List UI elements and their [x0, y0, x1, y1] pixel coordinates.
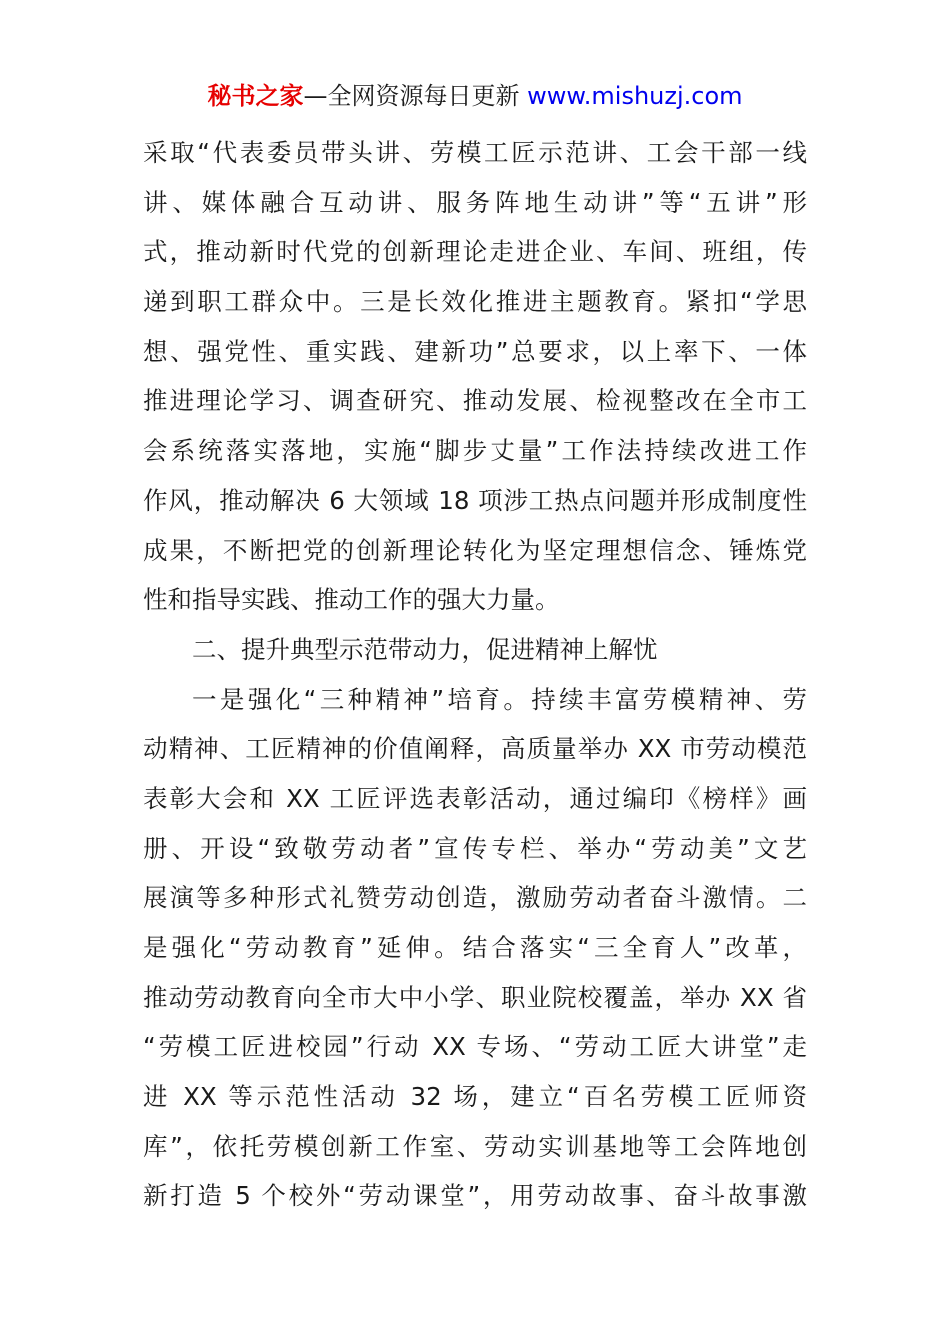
- paragraph-line: 表彰大会和 XX 工匠评选表彰活动，通过编印《榜样》画: [143, 783, 807, 813]
- paragraph-line: 讲、媒体融合互动讲、服务阵地生动讲”等“五讲”形: [143, 187, 807, 217]
- paragraph-line: 展演等多种形式礼赞劳动创造，激励劳动者奋斗激情。二: [143, 883, 807, 913]
- paragraph-line: 推进理论学习、调查研究、推动发展、检视整改在全市工: [143, 386, 807, 416]
- page-header: [0, 80, 950, 112]
- paragraph-line: 进 XX 等示范性活动 32 场，建立“百名劳模工匠师资: [143, 1082, 807, 1112]
- paragraph-line: 动精神、工匠精神的价值阐释，高质量举办 XX 市劳动模范: [143, 734, 807, 764]
- paragraph-line: 采取“代表委员带头讲、劳模工匠示范讲、工会干部一线: [143, 138, 807, 167]
- paragraph-line: 册、开设“致敬劳动者”宣传专栏、举办“劳动美”文艺: [143, 833, 807, 863]
- paragraph-line: 推动劳动教育向全市大中小学、职业院校覆盖，举办 XX 省: [143, 982, 807, 1012]
- header-tagline: —全网资源每日更新: [303, 82, 520, 110]
- paragraph-line: 性和指导实践、推动工作的强大力量。: [143, 585, 560, 615]
- paragraph-line: 作风，推动解决 6 大领域 18 项涉工热点问题并形成制度性: [143, 485, 807, 515]
- document-body: [143, 128, 807, 1221]
- paragraph-line: 一是强化“三种精神”培育。持续丰富劳模精神、劳: [192, 684, 807, 714]
- paragraph-line: 想、强党性、重实践、建新功”总要求，以上率下、一体: [143, 336, 807, 366]
- paragraph-line: 新打造 5 个校外“劳动课堂”，用劳动故事、奋斗故事激: [143, 1181, 807, 1211]
- paragraph-line: 成果，不断把党的创新理论转化为坚定理想信念、锤炼党: [143, 535, 807, 565]
- paragraph-line: 递到职工群众中。三是长效化推进主题教育。紧扣“学思: [143, 287, 807, 317]
- section-heading: 二、提升典型示范带动力，促进精神上解忧: [192, 634, 658, 664]
- brand-name: 秘书之家: [207, 82, 304, 110]
- site-link[interactable]: www.mishuzj.com: [527, 82, 743, 110]
- paragraph-line: “劳模工匠进校园”行动 XX 专场、“劳动工匠大讲堂”走: [143, 1032, 807, 1062]
- paragraph-line: 是强化“劳动教育”延伸。结合落实“三全育人”改革，: [143, 933, 807, 962]
- paragraph-line: 式，推动新时代党的创新理论走进企业、车间、班组，传: [143, 237, 807, 267]
- paragraph-line: 会系统落实落地，实施“脚步丈量”工作法持续改进工作: [143, 436, 807, 466]
- paragraph-line: 库”，依托劳模创新工作室、劳动实训基地等工会阵地创: [143, 1131, 807, 1161]
